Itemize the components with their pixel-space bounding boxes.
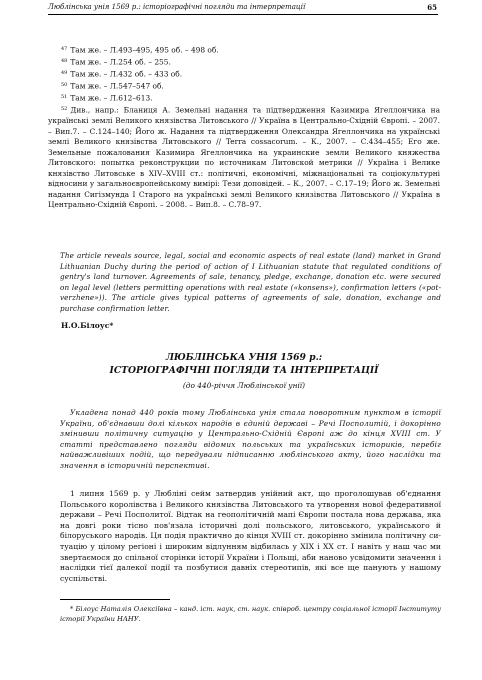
footnote (48, 104, 440, 211)
footnote-number: 49 (61, 70, 68, 76)
footnote-rule (60, 599, 170, 600)
article-body-paragraph: 1 липня 1569 р. у Любліні сейм затвердив унійний акт, що проголошував об'єднання Польського королівства і Великого князівства Литовського та утворення нової федеративної держави – Речі Посполитої. Відтак на геополітичній мапі Європи постала нова держава, яка на довгі роки тісно пов'язала історичні долі польського, литовського, українського й білоруського народів. Ця подія практично до кінця XVIII ст. докорінно змінила політичну ситуацію у цілому регіоні і широким відлунням відбилась у XIX і XX ст. І навіть у наш час ми звертаємося до спільної сторінки історії України і Польщі, аби наново усвідомити значення і наслідки тієї далекої події та позбутися давніх стереотипів, які все ще панують у нашому суспільстві. (60, 489, 441, 583)
footnote-text: Там же. – Л.547–547 об. (70, 81, 164, 91)
footnote-number: 48 (61, 58, 68, 64)
footnote (48, 80, 440, 92)
footnote (48, 56, 440, 68)
footnote (48, 92, 440, 104)
article-dedication: (до 440-річчя Люблінської унії) (182, 381, 306, 390)
footnote (48, 68, 440, 80)
footnote-number: 47 (61, 46, 68, 52)
page-number: 65 (427, 3, 437, 12)
article-summary: Укладена понад 440 років тому Люблінська унія стала поворотним пунктом в історії України, об'єднавши долі кількох народів в єдиній державі – Речі Посполитій, і докорінно змінивши політичну ситуацію у Центрально-Східній Європі аж до кінця XVIII ст. У статті представлено погляди відомих польських та українських істориків, перебіг найважливіших подій, що передували підписанню люблінського акту, його наслідки та значення в історичній перспективі. (60, 408, 441, 470)
english-abstract: The article reveals source, legal, social and economic aspects of real estate (land) market in Grand Lithuanian Duchy during the period of action of I Lithuanian statute that regulated conditions of gentry's land turnover. Agreements of sale, tenancy, pledge, exchange, donation etc. were secured on legal level (letters permitting operations with real estate («konsens»), confirmation letters («potverzhene»)). The article gives typical patterns of agreements of sale, donation, exchange and purchase confirmation letter. (60, 251, 441, 313)
footnote-text: Там же. – Л.493–495, 495 об. – 498 об. (70, 45, 219, 55)
footnote-text: Див., напр.: Бланиця А. Земельні надання та підтвердження Казимира Ягеллончика на українські землі Великого князівства Литовського // Україна в Центрально-Східній Європі. – 2007. – Вип.7. – С.124–140; Його ж. Надання та підтвердження Олександра Ягеллончика на українські землі Великого князівства Литовського // Terra cossacorum. – К., 2007. – С.434–455; Его же. Земельные пожалования Казимира Ягеллончика на украинские земли Великого княжества Литовского: попытка реконструкции по источникам Литовской метрики // Україна і Велике князівство Литовське в XIV–XVIII ст.: політичні, економічні, міжнаціональні та соціокультурні відносини у загальноєвропейському вимірі: Тези доповідей. – К., 2007. – С.17–19; Його ж. Земельні надання Сигізмунда I Старого на українські землі Великого князівства Литовського // Україна в Центрально-Східній Європі. – 2008. – Вип.8. – С.78–97. (48, 105, 440, 209)
footnote-text: Там же. – Л.254 об. – 255. (70, 57, 171, 67)
article-author: Н.О.Білоус* (61, 321, 114, 330)
footnote (48, 44, 440, 56)
footnotes-block (48, 44, 440, 211)
author-footnote: * Білоус Наталія Олексіївна – канд. іст. наук, ст. наук. співроб. центру соціальної історії Інституту історії України НАНУ. (60, 605, 441, 623)
footnote-text: Там же. – Л.432 об. – 433 об. (70, 69, 183, 79)
article-subtitle: ІСТОРІОГРАФІЧНІ ПОГЛЯДИ ТА ІНТЕРПРЕТАЦІЇ (109, 365, 379, 376)
header-rule (48, 14, 438, 15)
footnote-number: 52 (61, 106, 68, 112)
article-title: ЛЮБЛІНСЬКА УНІЯ 1569 р.: (165, 352, 323, 363)
footnote-number: 50 (61, 82, 68, 88)
footnote-text: Там же. – Л.612–613. (70, 93, 153, 103)
footnote-number: 51 (61, 94, 68, 100)
running-title: Люблінська унія 1569 р.: історіографічні погляди та інтерпретації (48, 3, 306, 11)
